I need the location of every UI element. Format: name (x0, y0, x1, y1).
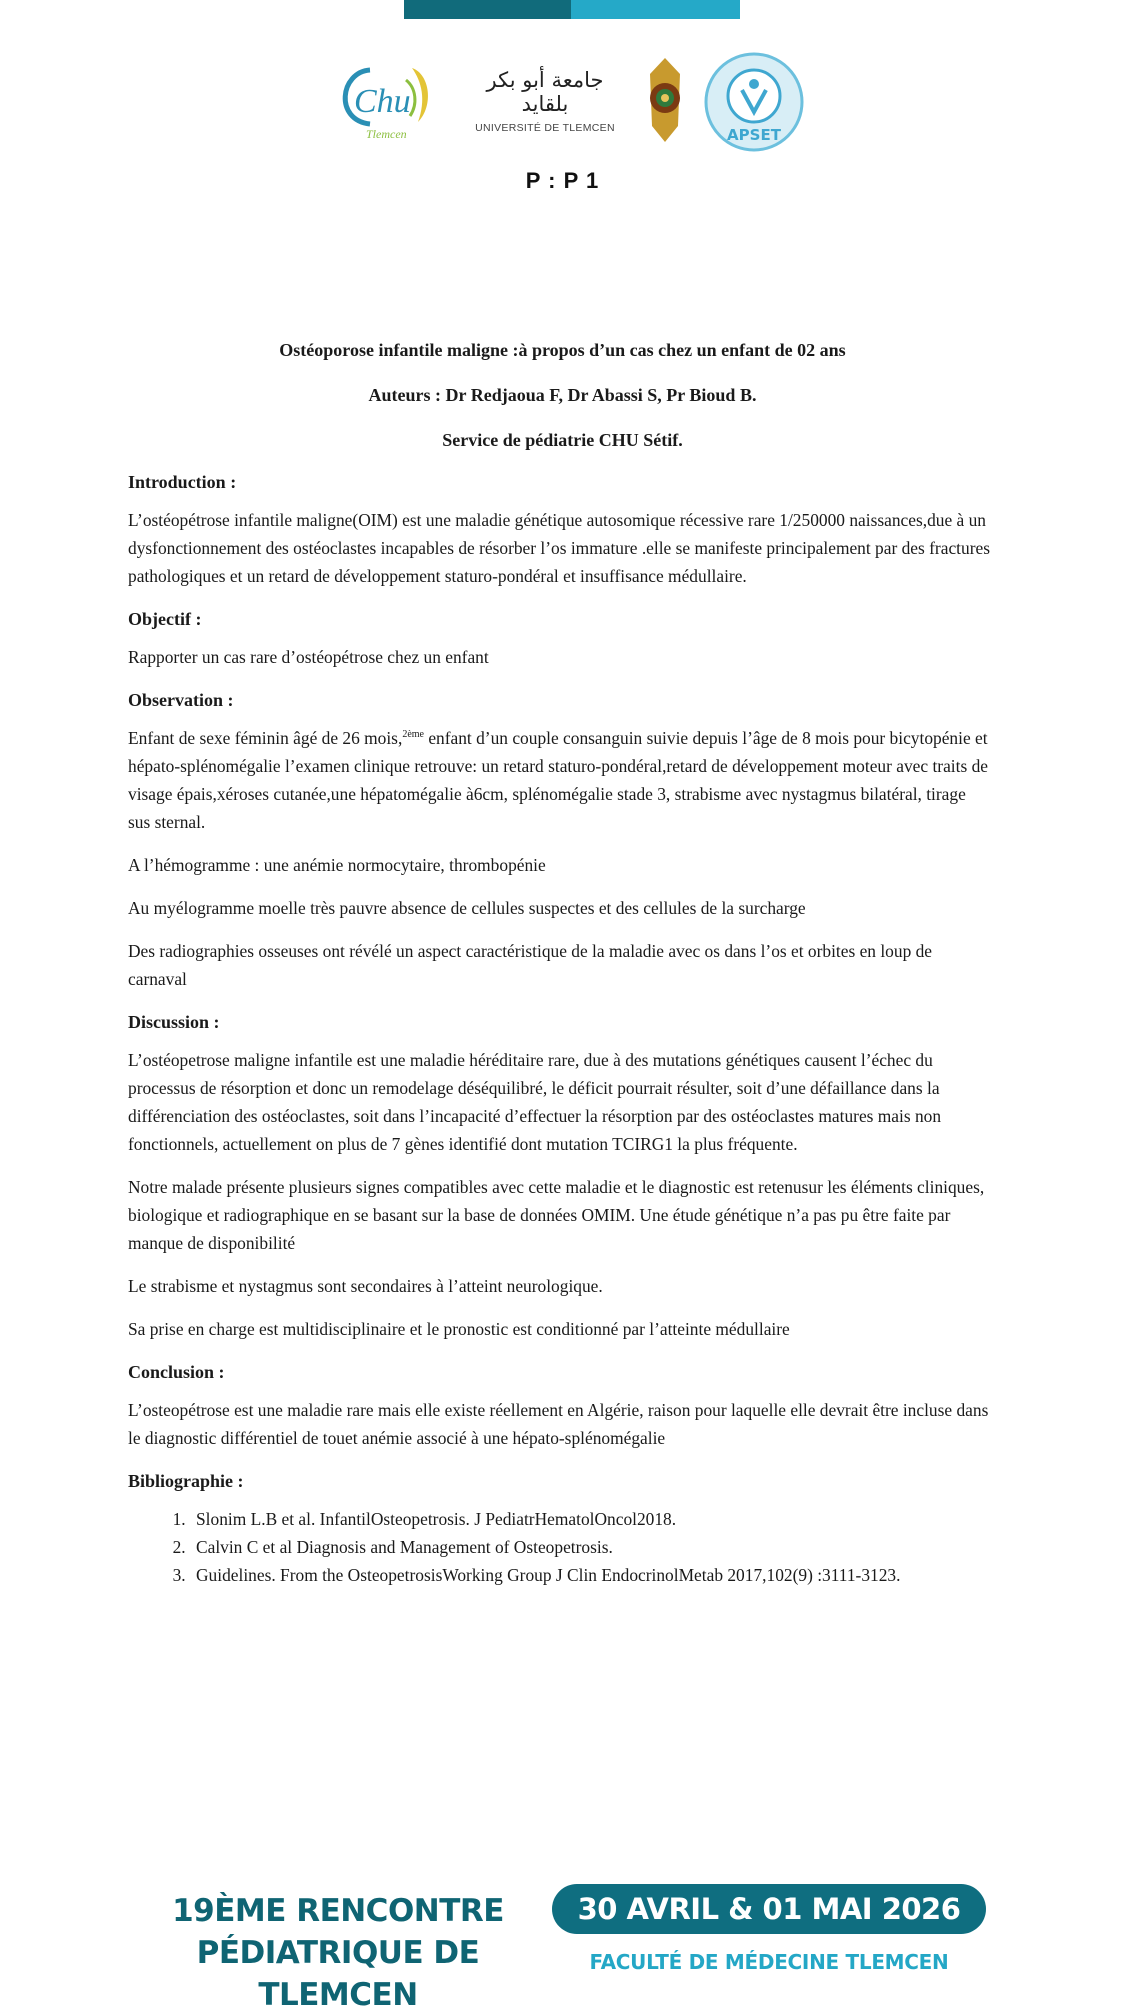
discussion-section (128, 1008, 990, 1343)
introduction-heading: Introduction : (128, 472, 237, 492)
introduction-section (128, 468, 990, 590)
bibliography-item: 3. Guidelines. From the OsteopetrosisWorking Group J Clin EndocrinolMetab 2017,102(9) :3111-3123. (190, 1561, 990, 1589)
discussion-paragraph-4: Sa prise en charge est multidisciplinaire et le pronostic est conditionné par l’atteinte médullaire (128, 1319, 790, 1339)
service-line: Service de pédiatrie CHU Sétif. (442, 430, 683, 450)
discussion-paragraph-3: Le strabisme et nystagmus sont secondaires à l’atteint neurologique. (128, 1276, 603, 1296)
introduction-text: L’ostéopétrose infantile maligne(OIM) est une maladie génétique autosomique récessive rare 1/250000 naissances,due à un dysfonctionnement des ostéoclastes incapables de résorber l’os immature .elle se manifeste principalement par des fractures pathologiques et un retard de développement staturo-pondéral et insuffisance médullaire. (128, 510, 990, 586)
bibliographie-heading: Bibliographie : (128, 1471, 244, 1491)
apset-logo (702, 50, 806, 154)
event-name-line-1: 19ÈME RENCONTRE (172, 1893, 504, 1929)
bibliography-item: 1. Slonim L.B et al. InfantilOsteopetrosis. J PediatrHematolOncol2018. (190, 1505, 990, 1533)
chu-logo-subtext: Tlemcen (366, 127, 407, 141)
university-name (465, 68, 625, 138)
header-color-bar (404, 0, 740, 19)
university-seal-icon (640, 54, 690, 146)
conclusion-text: L’osteopétrose est une maladie rare mais elle existe réellement en Algérie, raison pour laquelle elle devrait être incluse dans le diagnostic différentiel de touet anémie associé à une hépato-splénomégalie (128, 1400, 989, 1448)
title-block (0, 340, 1125, 475)
bibliographie-section (128, 1467, 990, 1589)
document-body (128, 468, 990, 1593)
document-title: Ostéoporose infantile maligne :à propos d’un cas chez un enfant de 02 ans (279, 340, 846, 360)
authors-line: Auteurs : Dr Redjaoua F, Dr Abassi S, Pr Bioud B. (368, 385, 757, 405)
apset-logo-text: APSET (727, 126, 781, 144)
objectif-section (128, 605, 990, 671)
chu-tlemcen-logo (330, 60, 444, 144)
discussion-paragraph-2: Notre malade présente plusieurs signes compatibles avec cette maladie et le diagnostic est retenusur les éléments cliniques, biologique et radiographique en se basant sur la base de données OMIM. Une étude génétique n’a pas pu être faite par manque de disponibilité (128, 1177, 985, 1253)
observation-p1-superscript: 2ème (402, 729, 424, 741)
conclusion-section (128, 1358, 990, 1452)
conclusion-heading: Conclusion : (128, 1362, 225, 1382)
objectif-text: Rapporter un cas rare d’ostéopétrose chez un enfant (128, 647, 489, 667)
event-dates-badge: 30 AVRIL & 01 MAI 2026 (552, 1884, 986, 1934)
observation-paragraph-2: A l’hémogramme : une anémie normocytaire, thrombopénie (128, 855, 546, 875)
discussion-heading: Discussion : (128, 1012, 220, 1032)
chu-logo-text: Chu (354, 83, 411, 120)
event-name (138, 1890, 538, 2016)
observation-paragraph-4: Des radiographies osseuses ont révélé un aspect caractéristique de la maladie avec os dans l’os et orbites en loup de carnaval (128, 941, 933, 989)
observation-heading: Observation : (128, 690, 234, 710)
event-venue: FACULTÉ DE MÉDECINE TLEMCEN (589, 1950, 949, 1974)
event-footer (0, 1882, 1125, 2013)
discussion-paragraph-1: L’ostéopetrose maligne infantile est une maladie héréditaire rare, due à des mutations génétiques causent l’échec du processus de résorption et donc un remodelage déséquilibré, le déficit pourrait résulter, soit d’une défaillance dans la différenciation des ostéoclastes, soit dans l’incapacité d’effectuer la résorption par des ostéoclastes matures mais non fonctionnels, actuellement on plus de 7 gènes identifié dont mutation TCIRG1 la plus fréquente. (128, 1050, 942, 1154)
header-bar-light-segment (571, 0, 740, 19)
logo-row (0, 50, 1125, 160)
observation-p1-start: Enfant de sexe féminin âgé de 26 mois, (128, 728, 403, 748)
observation-p1-end: enfant d’un couple consanguin suivie depuis l’âge de 8 mois pour bicytopénie et hépato-splénomégalie l’examen clinique retrouve: un retard staturo-pondéral,retard de développement moteur avec traits de visage épais,xéroses cutanée,une hépatomégalie à6cm, splénomégalie stade 3, strabisme avec nystagmus bilatéral, tirage sus sternal. (128, 728, 988, 832)
observation-paragraph-1 (128, 724, 990, 836)
event-name-line-2: PÉDIATRIQUE DE TLEMCEN (196, 1935, 480, 2013)
university-name-french: UNIVERSITÉ DE TLEMCEN (475, 122, 615, 134)
observation-paragraph-3: Au myélogramme moelle très pauvre absence de cellules suspectes et des cellules de la surcharge (128, 898, 806, 918)
university-name-arabic: جامعة أبو بكر بلقايد (486, 68, 604, 116)
bibliography-item: 2. Calvin C et al Diagnosis and Management of Osteopetrosis. (190, 1533, 990, 1561)
page-label: P : P 1 (525, 168, 600, 193)
header-bar-dark-segment (404, 0, 571, 19)
observation-section (128, 686, 990, 993)
objectif-heading: Objectif : (128, 609, 202, 629)
bibliography-list (128, 1505, 990, 1589)
